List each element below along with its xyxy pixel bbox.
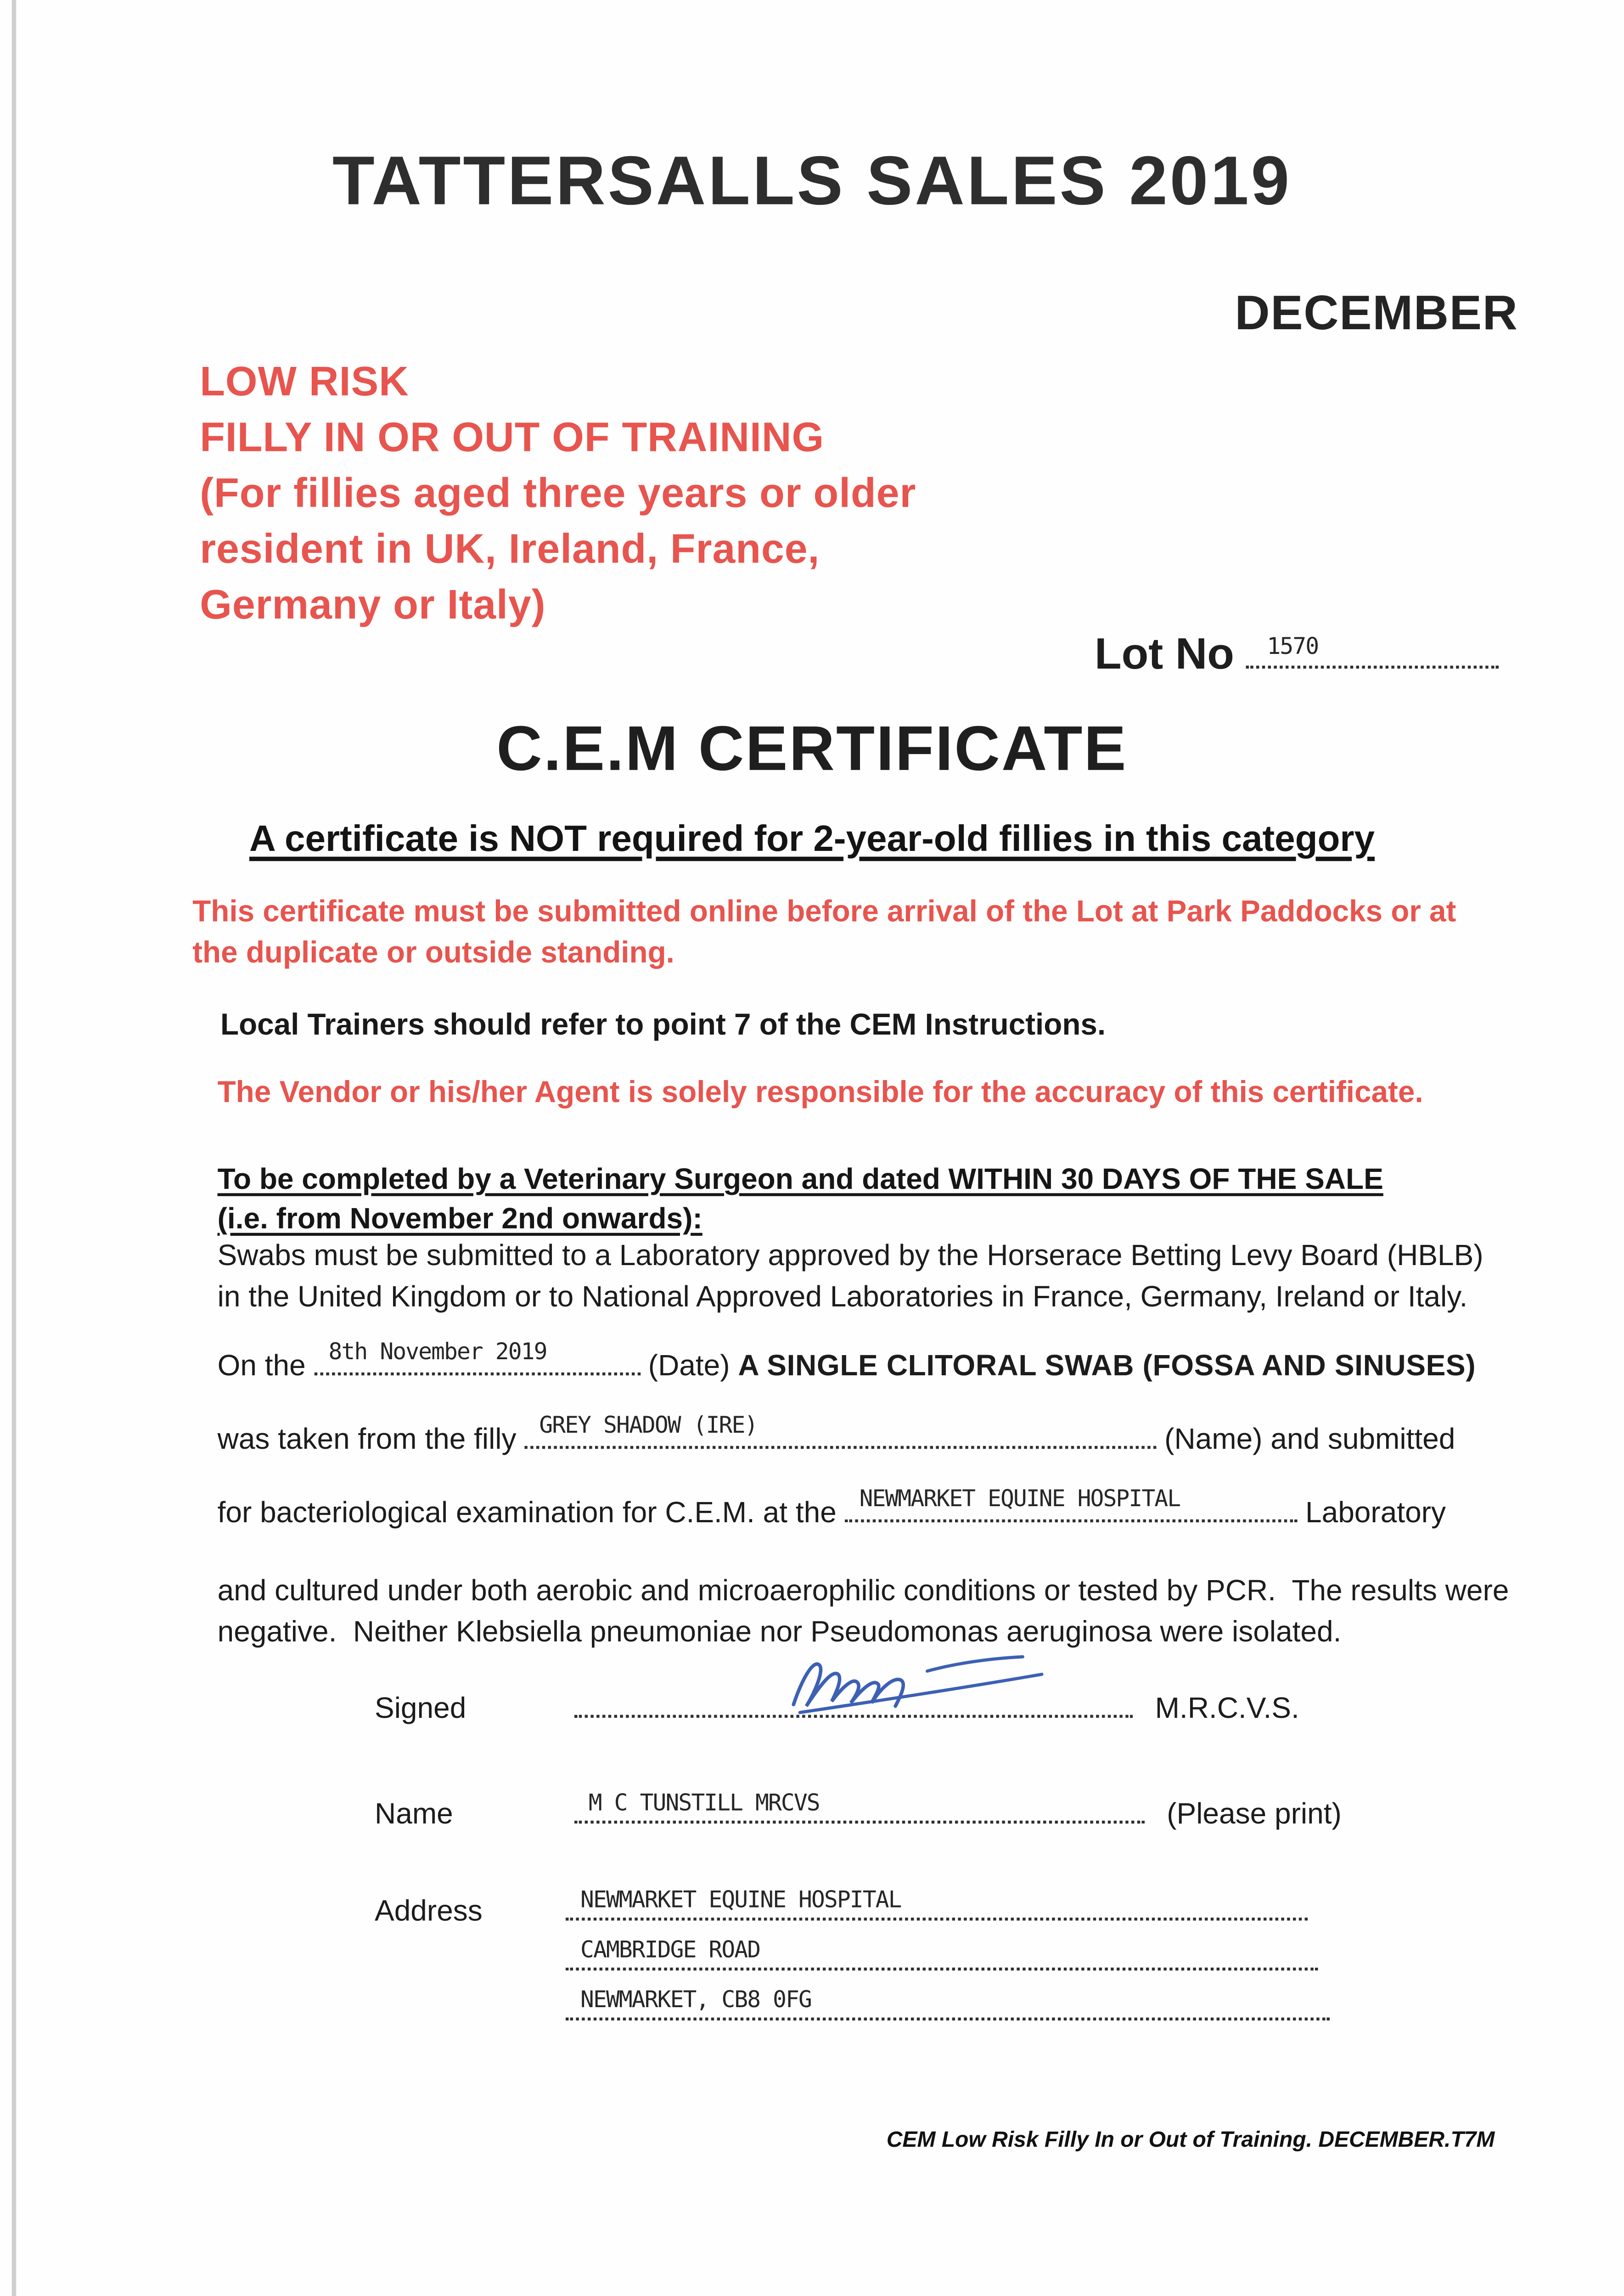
category-line-4: resident in UK, Ireland, France, <box>200 526 820 572</box>
completion-instructions <box>218 1161 1525 1240</box>
lot-number-row <box>1095 630 1499 681</box>
signed-row <box>375 1693 1299 1727</box>
name-field <box>574 1790 1144 1823</box>
filly-name-value: GREY SHADOW (IRE) <box>539 1412 758 1439</box>
address-label: Address <box>375 1896 483 1928</box>
filly-row <box>217 1412 1525 1457</box>
laboratory-suffix: Laboratory <box>1305 1497 1446 1530</box>
swab-statement: A SINGLE CLITORAL SWAB (FOSSA AND SINUSES) <box>738 1350 1476 1383</box>
lot-no-value: 1570 <box>1267 633 1319 660</box>
scan-edge-artifact <box>12 0 17 2296</box>
please-print-label: (Please print) <box>1167 1798 1342 1831</box>
address-fields <box>566 1886 1330 2020</box>
name-row <box>375 1790 1342 1833</box>
category-line-1: LOW RISK <box>200 358 409 404</box>
address-field-2 <box>566 1936 1318 1970</box>
filly-name-field <box>524 1412 1156 1449</box>
laboratory-prefix: for bacteriological examination for C.E.M. at the <box>217 1497 837 1530</box>
submit-online-note: This certificate must be submitted online before arrival of the Lot at Park Paddocks or at the duplicate or outside standing. <box>192 895 1456 970</box>
category-block <box>200 354 916 633</box>
address-value-1: NEWMARKET EQUINE HOSPITAL <box>580 1886 901 1913</box>
laboratory-value: NEWMARKET EQUINE HOSPITAL <box>859 1486 1180 1512</box>
date-prefix: On the <box>217 1350 306 1383</box>
footer-reference: CEM Low Risk Filly In or Out of Training. DECEMBER.T7M <box>886 2127 1495 2153</box>
address-row <box>375 1886 1330 2020</box>
vendor-responsibility-note: The Vendor or his/her Agent is solely responsible for the accuracy of this certificate. <box>217 1075 1423 1109</box>
laboratory-field <box>845 1486 1298 1522</box>
address-value-3: NEWMARKET, CB8 0FG <box>580 1986 811 2013</box>
category-line-2: FILLY IN OR OUT OF TRAINING <box>200 414 825 460</box>
address-field-1 <box>566 1886 1308 1920</box>
category-line-3: (For fillies aged three years or older <box>200 470 916 516</box>
certificate-title: C.E.M CERTIFICATE <box>496 714 1128 785</box>
address-field-3 <box>566 1986 1330 2020</box>
signature-scribble <box>780 1647 1051 1723</box>
result-note: and cultured under both aerobic and microaerophilic conditions or tested by PCR. The results were negative. Neither Klebsiella pneumoniae nor Pseudomonas aeruginosa were isolated. <box>217 1575 1517 1648</box>
date-field <box>314 1339 640 1375</box>
date-row <box>217 1339 1525 1383</box>
completion-line-1: To be completed by a Veterinary Surgeon and dated WITHIN 30 DAYS OF THE SALE <box>217 1164 1383 1196</box>
completion-line-2: (i.e. from November 2nd onwards): <box>217 1203 702 1236</box>
signature-field <box>574 1696 1132 1718</box>
lot-no-field <box>1247 633 1499 669</box>
page-title: TATTERSALLS SALES 2019 <box>332 141 1292 219</box>
name-label: Name <box>375 1798 453 1831</box>
sale-month: DECEMBER <box>1235 285 1518 340</box>
name-value: M C TUNSTILL MRCVS <box>588 1790 820 1817</box>
laboratory-row <box>217 1486 1525 1530</box>
swabs-note: Swabs must be submitted to a Laboratory approved by the Horserace Betting Levy Board (HBLB) in the United Kingdom or to National Approved Laboratories in France, Germany, Ireland or Italy. <box>217 1240 1484 1313</box>
lot-no-label: Lot No <box>1095 630 1234 679</box>
mrcvs-label: M.R.C.V.S. <box>1155 1693 1299 1725</box>
date-suffix: (Date) <box>648 1350 730 1383</box>
date-value: 8th November 2019 <box>328 1339 547 1365</box>
filly-suffix: (Name) and submitted <box>1164 1424 1455 1457</box>
address-value-2: CAMBRIDGE ROAD <box>580 1936 760 1964</box>
certificate-form <box>217 1339 1525 1653</box>
not-required-note: A certificate is NOT required for 2-year-old fillies in this category <box>249 818 1375 860</box>
signed-label: Signed <box>375 1693 466 1725</box>
filly-prefix: was taken from the filly <box>217 1424 517 1457</box>
local-trainers-note: Local Trainers should refer to point 7 of the CEM Instructions. <box>220 1008 1106 1042</box>
category-line-5: Germany or Italy) <box>200 582 546 628</box>
